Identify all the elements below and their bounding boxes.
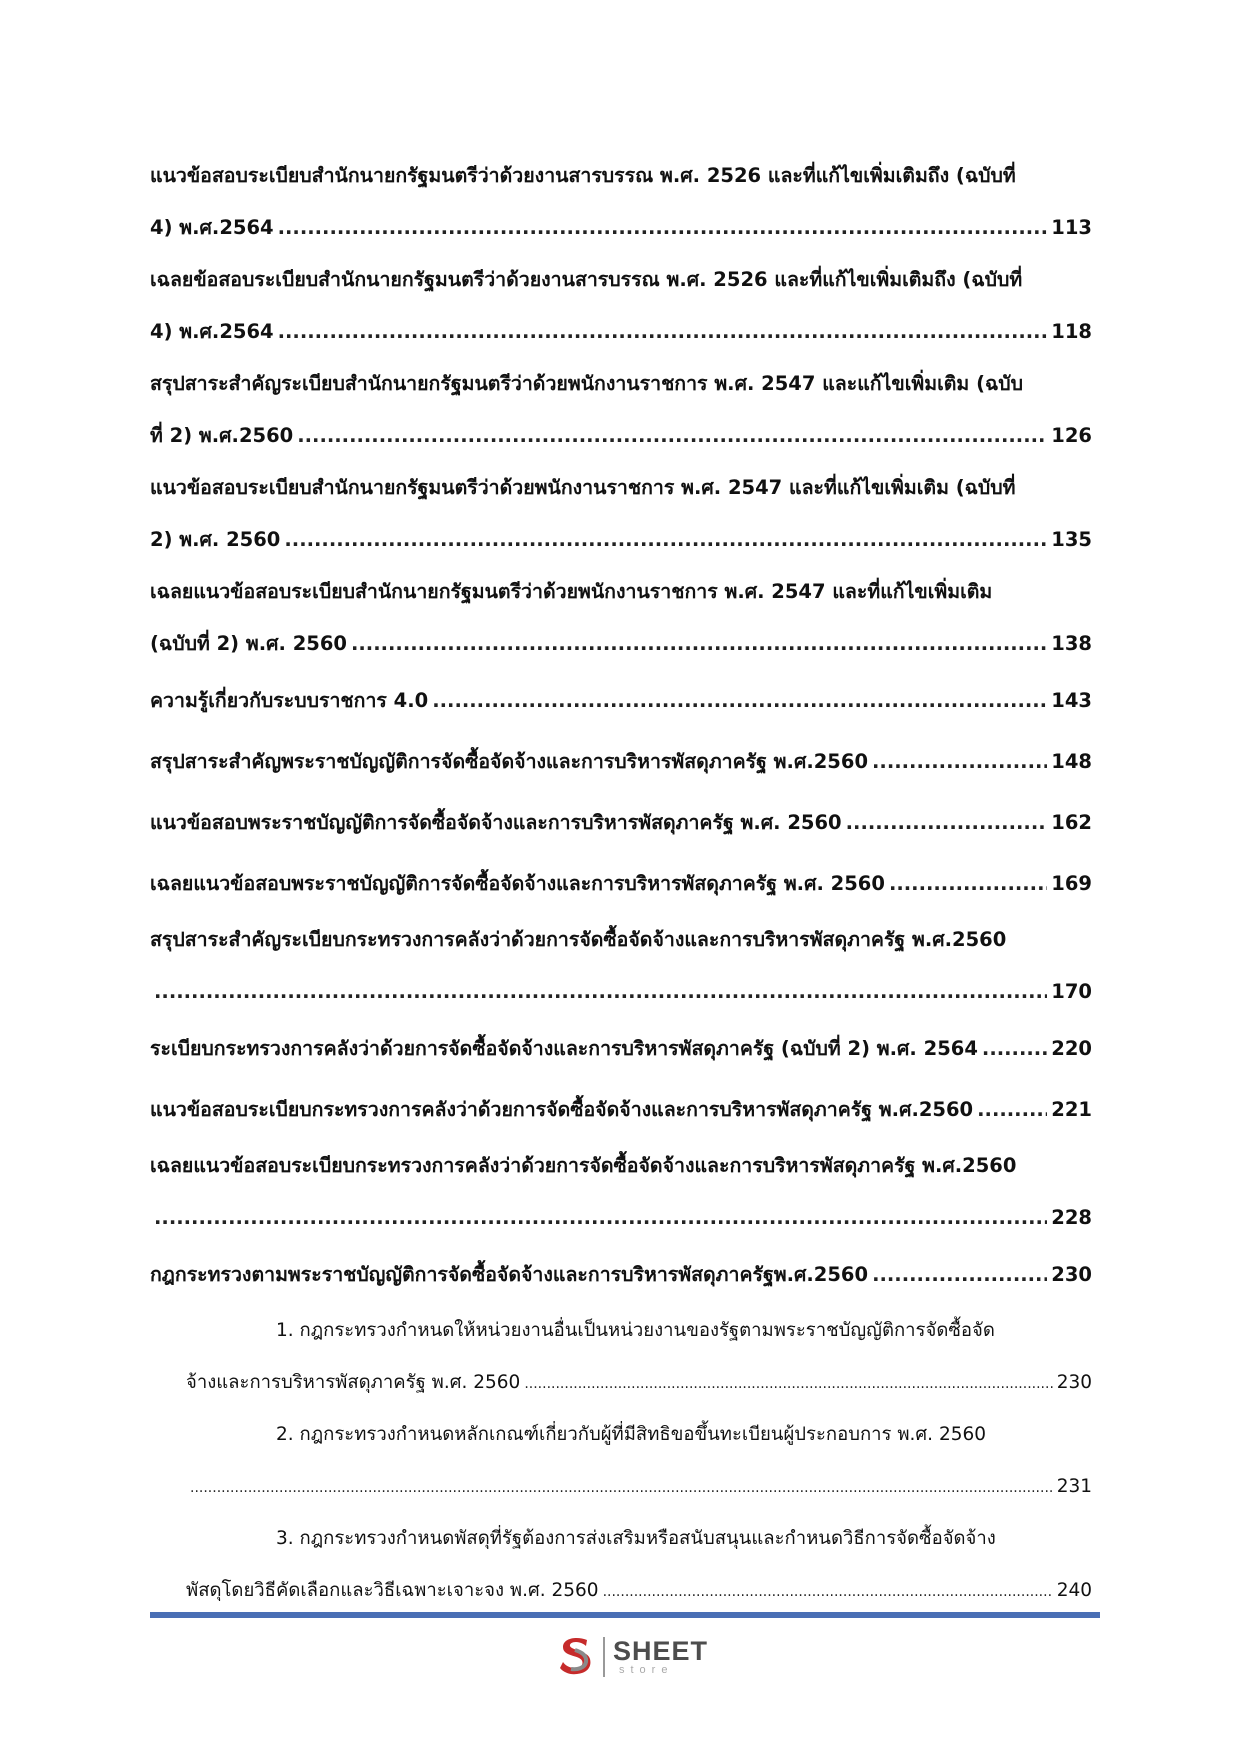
dot-leader bbox=[351, 618, 1047, 670]
toc-page-number: 118 bbox=[1051, 320, 1092, 343]
toc-page-number: 169 bbox=[1051, 872, 1092, 895]
logo-wordmark: SHEET bbox=[613, 1636, 709, 1666]
toc-page-number: 230 bbox=[1056, 1372, 1092, 1393]
toc-entry[interactable] bbox=[150, 914, 1092, 1018]
toc-entry[interactable] bbox=[150, 853, 1092, 914]
dot-leader bbox=[154, 1192, 1047, 1244]
toc-sub-entry-title: 2. กฎกระทรวงกำหนดหลักเกณฑ์เกี่ยวกับผู้ที่มีสิทธิขอขึ้นทะเบียนผู้ประกอบการ พ.ศ. 2560 bbox=[276, 1424, 987, 1445]
toc-sub-entry-title-cont: พัสดุโดยวิธีคัดเลือกและวิธีเฉพาะเจาะจง พ.ศ. 2560 bbox=[186, 1580, 599, 1601]
toc-entry-title: แนวข้อสอบระเบียบสำนักนายกรัฐมนตรีว่าด้วยพนักงานราชการ พ.ศ. 2547 และที่แก้ไขเพิ่มเติม (ฉบับที่ bbox=[150, 476, 1016, 499]
toc-entry-title: เฉลยแนวข้อสอบระเบียบสำนักนายกรัฐมนตรีว่าด้วยพนักงานราชการ พ.ศ. 2547 และที่แก้ไขเพิ่มเติม bbox=[150, 580, 993, 603]
toc-page-number: 126 bbox=[1051, 424, 1092, 447]
dot-leader bbox=[284, 514, 1047, 566]
logo-subtext: store bbox=[619, 1664, 674, 1676]
toc-entry-title: กฎกระทรวงตามพระราชบัญญัติการจัดซื้อจัดจ้างและการบริหารพัสดุภาครัฐพ.ศ.2560 bbox=[150, 1263, 869, 1286]
dot-leader bbox=[432, 670, 1047, 731]
toc-entry-title: เฉลยแนวข้อสอบระเบียบกระทรวงการคลังว่าด้วยการจัดซื้อจัดจ้างและการบริหารพัสดุภาครัฐ พ.ศ.2560 bbox=[150, 1154, 1017, 1177]
toc-entry[interactable] bbox=[150, 731, 1092, 792]
toc-entry[interactable] bbox=[150, 358, 1092, 462]
dot-leader bbox=[846, 792, 1048, 853]
toc-entry-title-cont: ที่ 2) พ.ศ.2560 bbox=[150, 424, 294, 447]
sheet-store-logo bbox=[555, 1630, 725, 1684]
logo-s-icon bbox=[555, 1634, 597, 1680]
toc-entry-title: แนวข้อสอบพระราชบัญญัติการจัดซื้อจัดจ้างและการบริหารพัสดุภาครัฐ พ.ศ. 2560 bbox=[150, 811, 842, 834]
toc-entry-title: ระเบียบกระทรวงการคลังว่าด้วยการจัดซื้อจัดจ้างและการบริหารพัสดุภาครัฐ (ฉบับที่ 2) พ.ศ. 2564 bbox=[150, 1037, 978, 1060]
dot-leader bbox=[603, 1565, 1053, 1618]
toc-page-number: 170 bbox=[1051, 980, 1092, 1003]
footer-rule bbox=[150, 1612, 1100, 1618]
toc-entry[interactable] bbox=[150, 150, 1092, 254]
toc-entry-title: เฉลยข้อสอบระเบียบสำนักนายกรัฐมนตรีว่าด้วยงานสารบรรณ พ.ศ. 2526 และที่แก้ไขเพิ่มเติมถึง (ฉบับที่ bbox=[150, 268, 1023, 291]
dot-leader bbox=[889, 853, 1047, 914]
toc-entry[interactable] bbox=[150, 670, 1092, 731]
toc-page-number: 221 bbox=[1051, 1098, 1092, 1121]
dot-leader bbox=[278, 202, 1048, 254]
toc-entry[interactable] bbox=[150, 1079, 1092, 1140]
toc-page-number: 230 bbox=[1051, 1263, 1092, 1286]
toc-entry-title: แนวข้อสอบระเบียบกระทรวงการคลังว่าด้วยการจัดซื้อจัดจ้างและการบริหารพัสดุภาครัฐ พ.ศ.2560 bbox=[150, 1098, 974, 1121]
toc-entry[interactable] bbox=[150, 1140, 1092, 1244]
table-of-contents bbox=[150, 150, 1092, 1617]
dot-leader bbox=[524, 1357, 1052, 1410]
toc-sub-entry[interactable] bbox=[186, 1305, 1092, 1409]
toc-page-number: 231 bbox=[1056, 1476, 1092, 1497]
toc-entry-title: สรุปสาระสำคัญระเบียบสำนักนายกรัฐมนตรีว่าด้วยพนักงานราชการ พ.ศ. 2547 และแก้ไขเพิ่มเติม (ฉบับ bbox=[150, 372, 1024, 395]
toc-page-number: 138 bbox=[1051, 632, 1092, 655]
toc-page-number: 113 bbox=[1051, 216, 1092, 239]
toc-entry-title-cont: 4) พ.ศ.2564 bbox=[150, 216, 274, 239]
toc-entry[interactable] bbox=[150, 1244, 1092, 1305]
toc-sub-entry[interactable] bbox=[186, 1513, 1092, 1617]
toc-entry-title: ความรู้เกี่ยวกับระบบราชการ 4.0 bbox=[150, 689, 429, 712]
toc-entry[interactable] bbox=[150, 462, 1092, 566]
toc-page-number: 220 bbox=[1051, 1037, 1092, 1060]
dot-leader bbox=[190, 1461, 1053, 1514]
toc-sub-entry-title-cont: จ้างและการบริหารพัสดุภาครัฐ พ.ศ. 2560 bbox=[186, 1372, 521, 1393]
toc-entry-title: สรุปสาระสำคัญพระราชบัญญัติการจัดซื้อจัดจ้างและการบริหารพัสดุภาครัฐ พ.ศ.2560 bbox=[150, 750, 869, 773]
toc-entry[interactable] bbox=[150, 566, 1092, 670]
toc-entry[interactable] bbox=[150, 1018, 1092, 1079]
toc-page-number: 135 bbox=[1051, 528, 1092, 551]
toc-entry-title-cont: 4) พ.ศ.2564 bbox=[150, 320, 274, 343]
logo-separator bbox=[603, 1637, 605, 1677]
toc-sub-entry-title: 1. กฎกระทรวงกำหนดให้หน่วยงานอื่นเป็นหน่วยงานของรัฐตามพระราชบัญญัติการจัดซื้อจัด bbox=[276, 1320, 995, 1341]
toc-entry[interactable] bbox=[150, 792, 1092, 853]
toc-page-number: 228 bbox=[1051, 1206, 1092, 1229]
dot-leader bbox=[297, 410, 1047, 462]
dot-leader bbox=[872, 1244, 1047, 1305]
toc-entry-title: สรุปสาระสำคัญระเบียบกระทรวงการคลังว่าด้วยการจัดซื้อจัดจ้างและการบริหารพัสดุภาครัฐ พ.ศ.2560 bbox=[150, 928, 1007, 951]
toc-page-number: 162 bbox=[1051, 811, 1092, 834]
toc-entry-title: เฉลยแนวข้อสอบพระราชบัญญัติการจัดซื้อจัดจ้างและการบริหารพัสดุภาครัฐ พ.ศ. 2560 bbox=[150, 872, 885, 895]
toc-page-number: 143 bbox=[1051, 689, 1092, 712]
dot-leader bbox=[278, 306, 1048, 358]
dot-leader bbox=[977, 1079, 1047, 1140]
dot-leader bbox=[982, 1018, 1047, 1079]
toc-sub-entry-title: 3. กฎกระทรวงกำหนดพัสดุที่รัฐต้องการส่งเสริมหรือสนับสนุนและกำหนดวิธีการจัดซื้อจัดจ้าง bbox=[276, 1528, 996, 1549]
toc-page-number: 240 bbox=[1056, 1580, 1092, 1601]
dot-leader bbox=[154, 966, 1047, 1018]
toc-entry-title: แนวข้อสอบระเบียบสำนักนายกรัฐมนตรีว่าด้วยงานสารบรรณ พ.ศ. 2526 และที่แก้ไขเพิ่มเติมถึง (ฉบับที่ bbox=[150, 164, 1016, 187]
toc-entry-title-cont: 2) พ.ศ. 2560 bbox=[150, 528, 281, 551]
toc-sub-entry[interactable] bbox=[186, 1409, 1092, 1513]
toc-entry-title-cont: (ฉบับที่ 2) พ.ศ. 2560 bbox=[150, 632, 347, 655]
toc-page-number: 148 bbox=[1051, 750, 1092, 773]
dot-leader bbox=[872, 731, 1047, 792]
toc-entry[interactable] bbox=[150, 254, 1092, 358]
